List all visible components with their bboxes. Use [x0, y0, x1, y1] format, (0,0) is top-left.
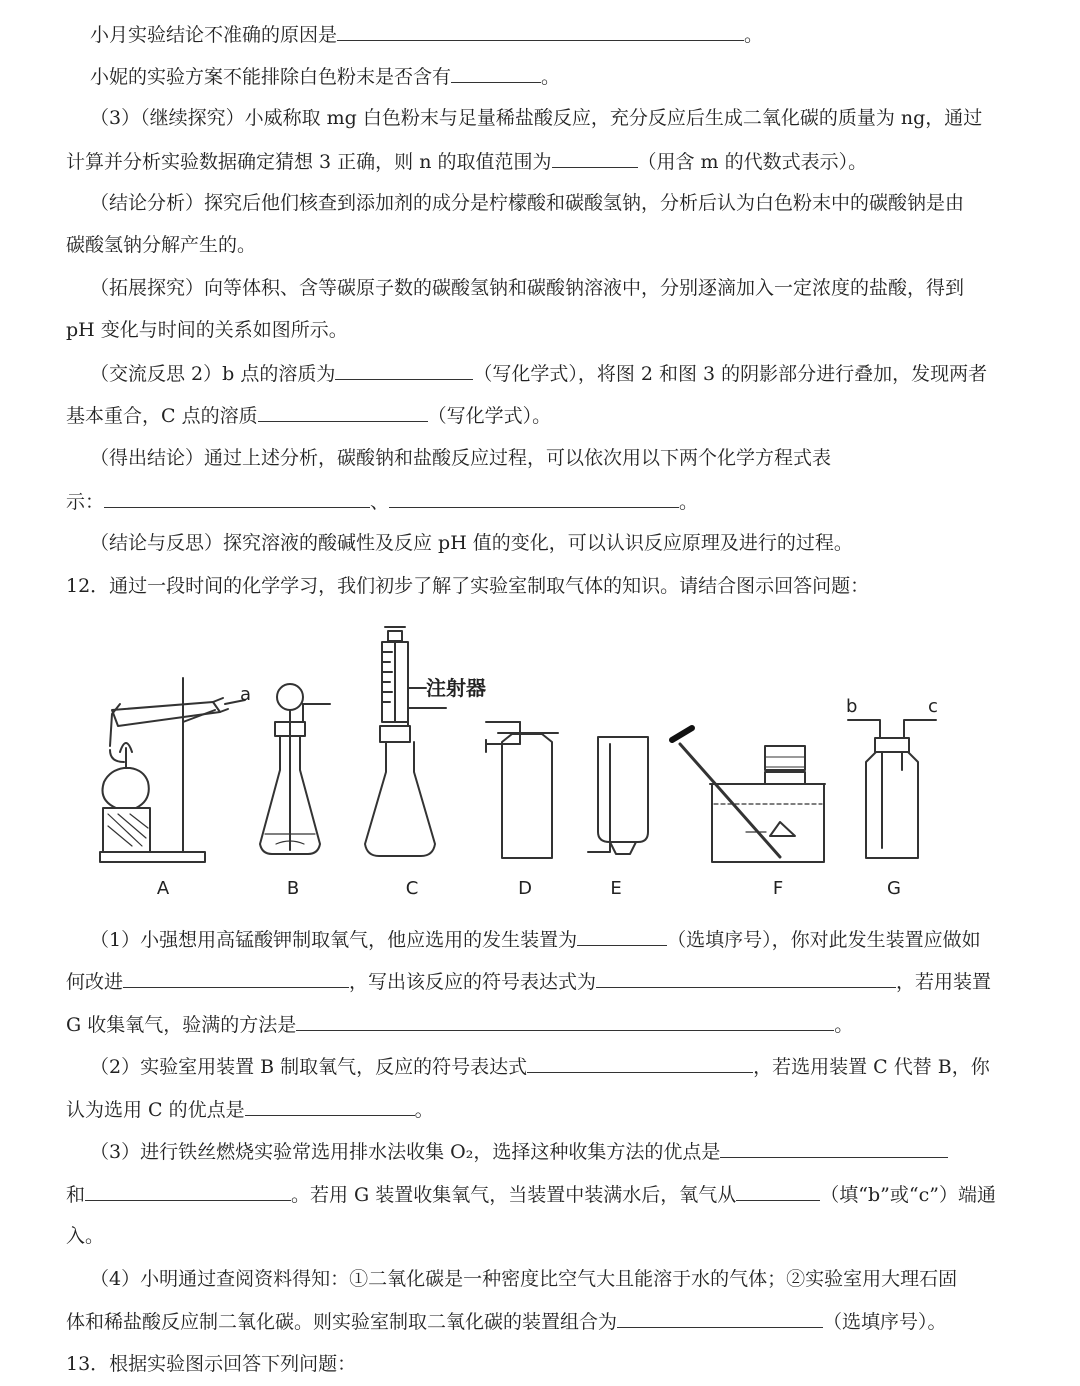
- answer-blank[interactable]: [337, 22, 744, 41]
- text: 计算并分析实验数据确定猜想 3 正确，则 n 的取值范围为: [66, 151, 552, 173]
- text: 小妮的实验方案不能排除白色粉末是否含有: [90, 66, 452, 88]
- q1-line-2: [66, 969, 991, 994]
- answer-blank[interactable]: [596, 969, 896, 988]
- text: ，写出该反应的符号表达式为: [349, 971, 597, 993]
- answer-blank[interactable]: [85, 1182, 291, 1201]
- answer-blank[interactable]: [527, 1054, 753, 1073]
- text: （结论分析）探究后他们核查到添加剂的成分是柠檬酸和碳酸氢钠，分析后认为白色粉末中的碳酸钠是由: [90, 192, 965, 214]
- text: （交流反思 2）b 点的溶质为: [90, 363, 336, 385]
- apparatus-label-g: G: [887, 878, 901, 899]
- text: 小月实验结论不准确的原因是: [90, 24, 338, 46]
- text-line-5: [90, 191, 964, 215]
- text: （3）进行铁丝燃烧实验常选用排水法收集 O₂，选择这种收集方法的优点是: [90, 1141, 721, 1163]
- text: （写化学式），将图 2 和图 3 的阴影部分进行叠加，发现两者: [473, 363, 988, 385]
- text-line-10: [66, 403, 551, 428]
- q1-line-1: [90, 927, 981, 952]
- q2-line-1: [90, 1054, 990, 1079]
- text: pH 变化与时间的关系如图所示。: [66, 319, 348, 341]
- apparatus-label-e: E: [610, 878, 622, 899]
- text-line-7: [90, 276, 964, 300]
- text: 认为选用 C 的优点是: [66, 1099, 245, 1121]
- text: （2）实验室用装置 B 制取氧气，反应的符号表达式: [90, 1056, 528, 1078]
- answer-blank[interactable]: [245, 1097, 415, 1116]
- text-line-13: [90, 531, 853, 555]
- answer-blank[interactable]: [104, 489, 370, 508]
- answer-blank[interactable]: [617, 1309, 823, 1328]
- text: 、: [370, 491, 390, 513]
- text-line-1: [90, 22, 763, 47]
- text: （结论与反思）探究溶液的酸碱性及反应 pH 值的变化，可以认识反应原理及进行的过程。: [90, 532, 853, 554]
- apparatus-label-c: C: [405, 878, 419, 899]
- text: （填“b”或“c”）端通: [820, 1184, 996, 1206]
- text: 碳酸氢钠分解产生的。: [66, 234, 257, 256]
- apparatus-labels: [157, 878, 901, 899]
- answer-blank[interactable]: [389, 489, 679, 508]
- text-line-12: [66, 489, 698, 514]
- text-line-6: [66, 233, 256, 257]
- answer-blank[interactable]: [720, 1139, 948, 1158]
- text: 。: [744, 24, 764, 46]
- text: （写化学式）。: [427, 405, 552, 427]
- text: （选填序号）。: [823, 1311, 947, 1333]
- answer-blank[interactable]: [736, 1182, 820, 1201]
- port-a-label: a: [240, 684, 252, 705]
- apparatus-a: [100, 678, 251, 862]
- answer-blank[interactable]: [552, 149, 638, 168]
- text: （用含 m 的代数式表示）。: [637, 151, 868, 173]
- apparatus-label-f: F: [772, 878, 784, 899]
- q3-line-3: [66, 1224, 104, 1248]
- text: 基本重合，C 点的溶质: [66, 405, 258, 427]
- syringe-label: 注射器: [426, 676, 486, 700]
- answer-blank[interactable]: [123, 969, 349, 988]
- apparatus-g: [846, 696, 938, 858]
- text: 13．根据实验图示回答下列问题：: [66, 1353, 357, 1375]
- answer-blank[interactable]: [335, 361, 473, 380]
- text-line-3: [90, 106, 982, 130]
- text-line-11: [90, 446, 831, 470]
- text: （得出结论）通过上述分析，碳酸钠和盐酸反应过程，可以依次用以下两个化学方程式表: [90, 447, 832, 469]
- q3-line-1: [90, 1139, 948, 1164]
- text: G 收集氧气，验满的方法是: [66, 1014, 297, 1036]
- text: （3）（继续探究）小威称取 mg 白色粉末与足量稀盐酸反应，充分反应后生成二氧化碳的质量为 ng，通过: [90, 107, 983, 129]
- text: （选填序号），你对此发生装置应做如: [667, 929, 981, 951]
- answer-blank[interactable]: [258, 403, 428, 422]
- apparatus-label-a: A: [156, 878, 170, 899]
- text-line-9: [90, 361, 987, 386]
- apparatus-b: [260, 684, 330, 854]
- q4-line-2: [66, 1309, 947, 1334]
- q2-line-2: [66, 1097, 434, 1122]
- apparatus-label-d: D: [518, 878, 532, 899]
- text: 示：: [66, 491, 105, 513]
- q4-line-1: [90, 1267, 957, 1291]
- apparatus-label-b: B: [286, 878, 300, 899]
- text: 。: [541, 66, 561, 88]
- text-line-4: [66, 149, 867, 174]
- text: 。: [679, 491, 699, 513]
- q1-line-3: [66, 1012, 853, 1037]
- text: ，若用装置: [896, 971, 992, 993]
- text: 12．通过一段时间的化学学习，我们初步了解了实验室制取气体的知识。请结合图示回答问题：: [66, 575, 870, 597]
- answer-blank[interactable]: [577, 927, 667, 946]
- question-12-heading: [66, 574, 869, 598]
- text: 。若用 G 装置收集氧气，当装置中装满水后，氧气从: [291, 1184, 737, 1206]
- apparatus-e: [588, 737, 648, 854]
- text: ，若选用装置 C 代替 B，你: [753, 1056, 990, 1078]
- apparatus-d: [486, 722, 558, 858]
- apparatus-f: [672, 728, 825, 862]
- text: 入。: [66, 1225, 105, 1247]
- text: 。: [414, 1099, 434, 1121]
- text: 。: [834, 1014, 854, 1036]
- text: （拓展探究）向等体积、含等碳原子数的碳酸氢钠和碳酸钠溶液中，分别逐滴加入一定浓度的盐酸，得到: [90, 277, 965, 299]
- answer-blank[interactable]: [296, 1012, 834, 1031]
- q3-line-2: [66, 1182, 996, 1207]
- apparatus-c: [365, 627, 486, 856]
- question-13-heading: [66, 1352, 356, 1376]
- port-b-label: b: [846, 696, 858, 717]
- port-c-label: c: [928, 696, 938, 717]
- text-line-8: [66, 318, 348, 342]
- text: （4）小明通过查阅资料得知：①二氧化碳是一种密度比空气大且能溶于水的气体；②实验室用大理石固: [90, 1268, 958, 1290]
- text: 体和稀盐酸反应制二氧化碳。则实验室制取二氧化碳的装置组合为: [66, 1311, 618, 1333]
- answer-blank[interactable]: [451, 64, 541, 83]
- text: 何改进: [66, 971, 124, 993]
- text: 和: [66, 1184, 86, 1206]
- text: （1）小强想用高锰酸钾制取氧气，他应选用的发生装置为: [90, 929, 578, 951]
- text-line-2: [90, 64, 560, 89]
- apparatus-figure: [90, 622, 950, 907]
